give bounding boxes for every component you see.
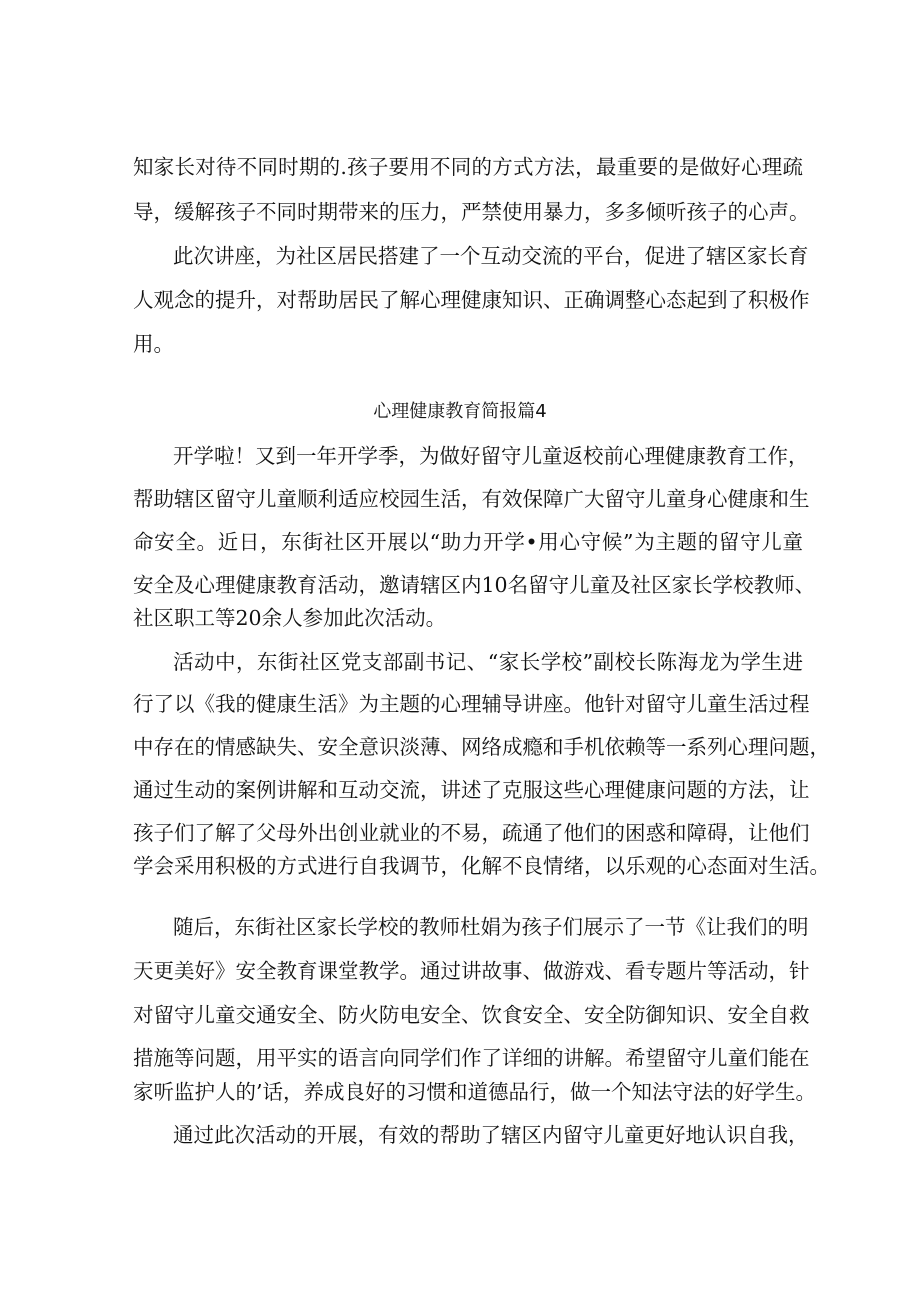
paragraph-line: 学会采用积极的方式进行自我调节，化解不良情绪，以乐观的心态面对生活。 <box>133 854 830 878</box>
paragraph-line: 此次讲座，为社区居民搭建了一个互动交流的平台，促进了辖区家长育 <box>173 244 809 268</box>
paragraph-line: 通过此次活动的开展，有效的帮助了辖区内留守儿童更好地认识自我， <box>173 1123 809 1147</box>
paragraph-line: 通过生动的案例讲解和互动交流，讲述了克服这些心理健康问题的方法，让 <box>133 778 810 802</box>
paragraph-line: 帮助辖区留守儿童顺利适应校园生活，有效保障广大留守儿童身心健康和生 <box>133 487 810 511</box>
paragraph-line: 中存在的情感缺失、安全意识淡薄、网络成瘾和手机依赖等一系列心理问题， <box>133 735 830 759</box>
paragraph-line: 措施等问题，用平实的语言向同学们作了详细的讲解。希望留守儿童们能在 <box>133 1046 810 1070</box>
paragraph-line: 对留守儿童交通安全、防火防电安全、饮食安全、安全防御知识、安全自救 <box>133 1003 810 1027</box>
paragraph-line: 行了以《我的健康生活》为主题的心理辅导讲座。他针对留守儿童生活过程 <box>133 692 810 716</box>
paragraph-line: 孩子们了解了父母外出创业就业的不易，疏通了他们的困惑和障碍，让他们 <box>133 821 810 845</box>
paragraph-line: 开学啦！又到一年开学季，为做好留守儿童返校前心理健康教育工作， <box>173 444 809 468</box>
paragraph-line: 用。 <box>133 332 174 356</box>
paragraph-line: 知家长对待不同时期的.孩子要用不同的方式方法，最重要的是做好心理疏 <box>133 155 803 179</box>
paragraph-line: 命安全。近日，东街社区开展以“助力开学•用心守候”为主题的留守儿童 <box>133 530 803 554</box>
paragraph-line: 导，缓解孩子不同时期带来的压力，严禁使用暴力，多多倾听孩子的心声。 <box>133 200 810 224</box>
paragraph-line: 活动中，东街社区党支部副书记、“家长学校”副校长陈海龙为学生进 <box>173 650 803 674</box>
paragraph-line: 社区职工等20余人参加此次活动。 <box>133 606 447 630</box>
paragraph-line: 天更美好》安全教育课堂教学。通过讲故事、做游戏、看专题片等活动，针 <box>133 959 810 983</box>
section-heading: 心理健康教育简报篇4 <box>373 401 547 422</box>
paragraph-line: 随后，东街社区家长学校的教师杜娟为孩子们展示了一节《让我们的明 <box>173 915 809 939</box>
paragraph-line: 安全及心理健康教育活动，邀请辖区内10名留守儿童及社区家长学校教师、 <box>133 573 816 597</box>
paragraph-line: 人观念的提升，对帮助居民了解心理健康知识、正确调整心态起到了积极作 <box>133 288 810 312</box>
paragraph-line: 家听监护人的’话，养成良好的习惯和道德品行，做一个知法守法的好学生。 <box>133 1080 817 1104</box>
